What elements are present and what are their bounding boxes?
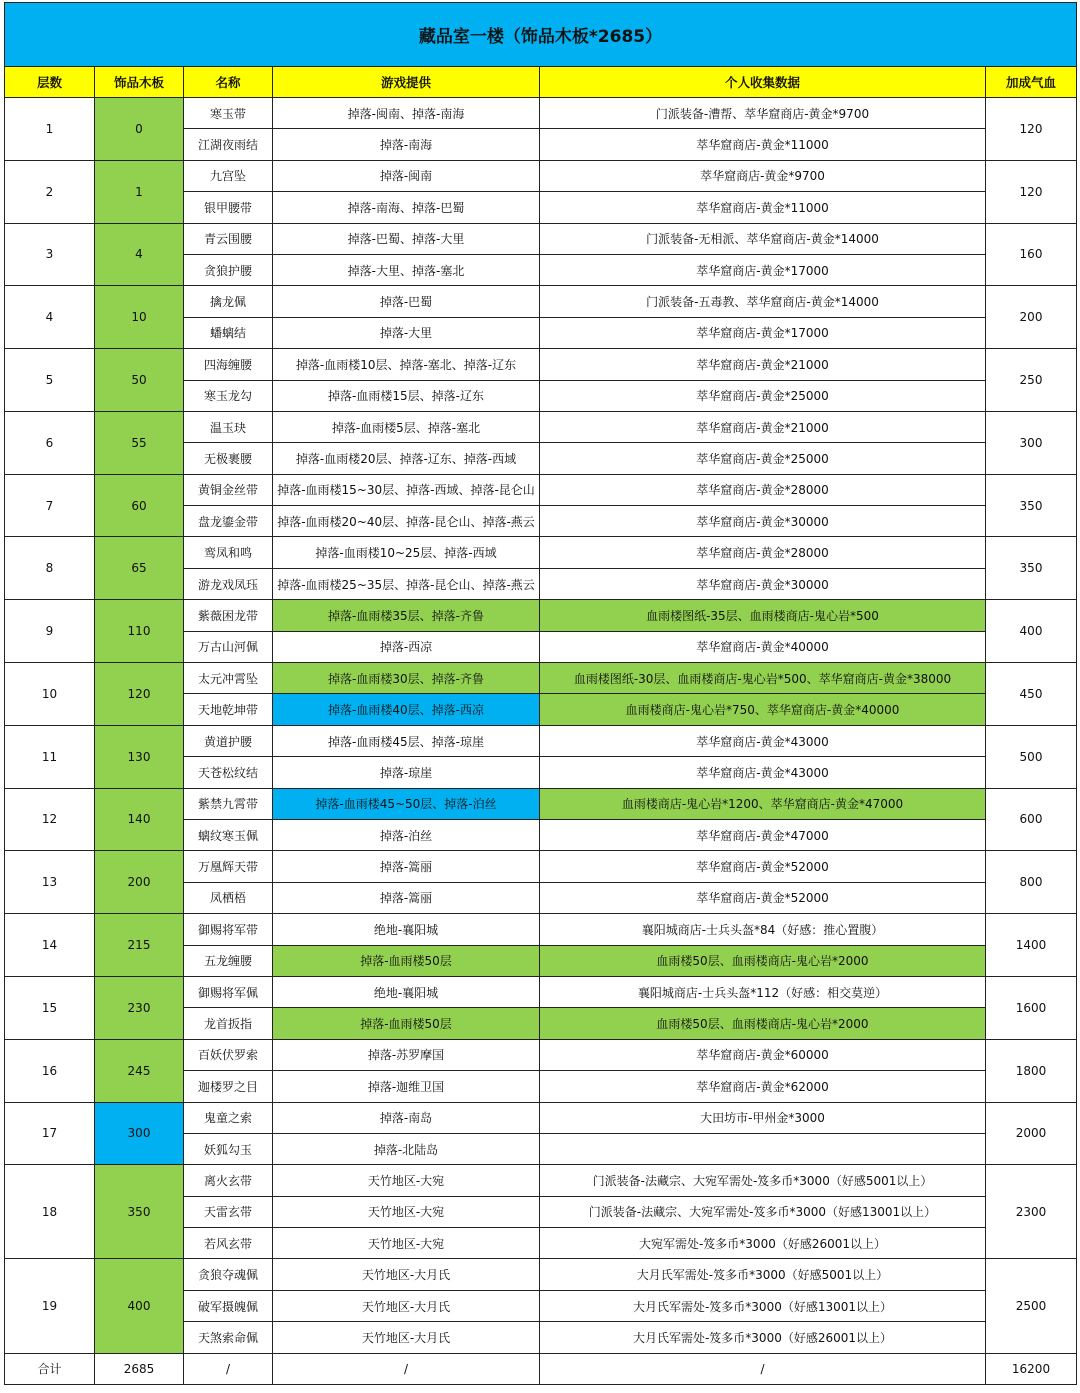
- hp-bonus: 2300: [986, 1165, 1077, 1259]
- item-collect: 大宛军需处-笈多币*3000（好感26001以上）: [540, 1228, 986, 1259]
- hp-bonus: 300: [986, 411, 1077, 474]
- item-name: 江湖夜雨结: [184, 129, 273, 160]
- total-collect: /: [540, 1353, 986, 1384]
- item-collect: 门派装备-法藏宗、大宛军需处-笈多币*3000（好感13001以上）: [540, 1196, 986, 1227]
- item-source: 掉落-闽南: [273, 160, 540, 191]
- floor-number: 4: [5, 286, 95, 349]
- collection-table: [4, 2, 1077, 1385]
- item-source: 掉落-血雨楼15~30层、掉落-西域、掉落-昆仑山: [273, 474, 540, 505]
- item-source: 天竹地区-大月氏: [273, 1322, 540, 1353]
- item-name: 御赐将军带: [184, 914, 273, 945]
- item-source: 掉落-闽南、掉落-南海: [273, 98, 540, 129]
- item-name: 万古山河佩: [184, 631, 273, 662]
- item-collect: 门派装备-漕帮、萃华窟商店-黄金*9700: [540, 98, 986, 129]
- hp-bonus: 250: [986, 349, 1077, 412]
- item-source: 天竹地区-大宛: [273, 1228, 540, 1259]
- item-source: 天竹地区-大月氏: [273, 1290, 540, 1321]
- item-collect: 大月氏军需处-笈多币*3000（好感26001以上）: [540, 1322, 986, 1353]
- table-row: [5, 349, 1077, 380]
- item-collect: 萃华窟商店-黄金*25000: [540, 443, 986, 474]
- table-row: [5, 600, 1077, 631]
- floor-number: 17: [5, 1102, 95, 1165]
- board-count: 60: [95, 474, 184, 537]
- header-row: [5, 67, 1077, 98]
- item-collect: 萃华窟商店-黄金*25000: [540, 380, 986, 411]
- floor-number: 3: [5, 223, 95, 286]
- item-source: 掉落-血雨楼50层: [273, 945, 540, 976]
- table-row: [5, 160, 1077, 191]
- hp-bonus: 1800: [986, 1039, 1077, 1102]
- header-boards: 饰品木板: [95, 67, 184, 98]
- item-name: 天地乾坤带: [184, 694, 273, 725]
- total-boards: 2685: [95, 1353, 184, 1384]
- item-source: 掉落-南海: [273, 129, 540, 160]
- board-count: 65: [95, 537, 184, 600]
- item-collect: 血雨楼商店-鬼心岩*750、萃华窟商店-黄金*40000: [540, 694, 986, 725]
- item-collect: 血雨楼图纸-30层、血雨楼商店-鬼心岩*500、萃华窟商店-黄金*38000: [540, 663, 986, 694]
- hp-bonus: 350: [986, 474, 1077, 537]
- item-collect: 血雨楼50层、血雨楼商店-鬼心岩*2000: [540, 945, 986, 976]
- item-name: 凤栖梧: [184, 882, 273, 913]
- item-source: 掉落-篙丽: [273, 882, 540, 913]
- item-collect: 萃华窟商店-黄金*28000: [540, 474, 986, 505]
- board-count: 215: [95, 914, 184, 977]
- item-source: 掉落-迦维卫国: [273, 1071, 540, 1102]
- floor-number: 13: [5, 851, 95, 914]
- item-collect: 萃华窟商店-黄金*43000: [540, 757, 986, 788]
- hp-bonus: 120: [986, 160, 1077, 223]
- item-name: 银甲腰带: [184, 192, 273, 223]
- table-row: [5, 976, 1077, 1007]
- item-name: 温玉玦: [184, 411, 273, 442]
- item-source: 掉落-血雨楼10层、掉落-塞北、掉落-辽东: [273, 349, 540, 380]
- table-row: [5, 725, 1077, 756]
- total-source: /: [273, 1353, 540, 1384]
- board-count: 200: [95, 851, 184, 914]
- item-source: 掉落-血雨楼40层、掉落-西凉: [273, 694, 540, 725]
- floor-number: 2: [5, 160, 95, 223]
- item-name: 蟠螭结: [184, 317, 273, 348]
- item-name: 青云围腰: [184, 223, 273, 254]
- item-collect: 萃华窟商店-黄金*21000: [540, 411, 986, 442]
- board-count: 300: [95, 1102, 184, 1165]
- item-collect: 萃华窟商店-黄金*11000: [540, 192, 986, 223]
- table-body: [5, 98, 1077, 1354]
- item-name: 天煞索命佩: [184, 1322, 273, 1353]
- item-name: 五龙缠腰: [184, 945, 273, 976]
- table-row: [5, 223, 1077, 254]
- hp-bonus: 2000: [986, 1102, 1077, 1165]
- floor-number: 8: [5, 537, 95, 600]
- floor-number: 5: [5, 349, 95, 412]
- item-name: 黄道护腰: [184, 725, 273, 756]
- item-name: 迦楼罗之目: [184, 1071, 273, 1102]
- item-name: 无极裹腰: [184, 443, 273, 474]
- item-source: 掉落-南岛: [273, 1102, 540, 1133]
- hp-bonus: 450: [986, 663, 1077, 726]
- item-name: 贪狼护腰: [184, 254, 273, 285]
- total-hp: 16200: [986, 1353, 1077, 1384]
- item-name: 寒玉龙勾: [184, 380, 273, 411]
- item-name: 紫薇困龙带: [184, 600, 273, 631]
- item-collect: 大田坊市-甲州金*3000: [540, 1102, 986, 1133]
- item-source: 掉落-琼崖: [273, 757, 540, 788]
- item-name: 紫禁九霄带: [184, 788, 273, 819]
- item-source: 掉落-血雨楼45层、掉落-琼崖: [273, 725, 540, 756]
- board-count: 110: [95, 600, 184, 663]
- item-name: 螭纹寒玉佩: [184, 819, 273, 850]
- item-collect: 萃华窟商店-黄金*43000: [540, 725, 986, 756]
- table-row: [5, 411, 1077, 442]
- board-count: 230: [95, 976, 184, 1039]
- item-source: 掉落-大里: [273, 317, 540, 348]
- item-collect: 萃华窟商店-黄金*9700: [540, 160, 986, 191]
- item-source: 掉落-篙丽: [273, 851, 540, 882]
- item-collect: 大月氏军需处-笈多币*3000（好感5001以上）: [540, 1259, 986, 1290]
- table-row: [5, 788, 1077, 819]
- item-collect: 血雨楼50层、血雨楼商店-鬼心岩*2000: [540, 1008, 986, 1039]
- item-name: 龙首扳指: [184, 1008, 273, 1039]
- item-name: 九宫坠: [184, 160, 273, 191]
- board-count: 245: [95, 1039, 184, 1102]
- table-row: [5, 474, 1077, 505]
- table-row: [5, 537, 1077, 568]
- item-source: 天竹地区-大宛: [273, 1196, 540, 1227]
- item-collect: 萃华窟商店-黄金*47000: [540, 819, 986, 850]
- item-source: 掉落-泊丝: [273, 819, 540, 850]
- item-collect: 门派装备-五毒教、萃华窟商店-黄金*14000: [540, 286, 986, 317]
- item-name: 贪狼夺魂佩: [184, 1259, 273, 1290]
- item-source: 掉落-西凉: [273, 631, 540, 662]
- floor-number: 7: [5, 474, 95, 537]
- item-source: 掉落-血雨楼25~35层、掉落-昆仑山、掉落-燕云: [273, 568, 540, 599]
- hp-bonus: 400: [986, 600, 1077, 663]
- table-row: [5, 1165, 1077, 1196]
- board-count: 50: [95, 349, 184, 412]
- board-count: 120: [95, 663, 184, 726]
- floor-number: 11: [5, 725, 95, 788]
- table-row: [5, 1102, 1077, 1133]
- item-name: 擒龙佩: [184, 286, 273, 317]
- item-name: 游龙戏凤珏: [184, 568, 273, 599]
- board-count: 350: [95, 1165, 184, 1259]
- item-source: 掉落-血雨楼5层、掉落-塞北: [273, 411, 540, 442]
- item-collect: 萃华窟商店-黄金*30000: [540, 568, 986, 599]
- item-collect: 萃华窟商店-黄金*21000: [540, 349, 986, 380]
- item-source: 掉落-苏罗摩国: [273, 1039, 540, 1070]
- item-name: 鸾凤和鸣: [184, 537, 273, 568]
- hp-bonus: 2500: [986, 1259, 1077, 1353]
- item-name: 万凰辉天带: [184, 851, 273, 882]
- item-source: 掉落-南海、掉落-巴蜀: [273, 192, 540, 223]
- item-source: 掉落-血雨楼30层、掉落-齐鲁: [273, 663, 540, 694]
- hp-bonus: 1400: [986, 914, 1077, 977]
- table-row: [5, 1259, 1077, 1290]
- item-name: 百妖伏罗索: [184, 1039, 273, 1070]
- board-count: 4: [95, 223, 184, 286]
- hp-bonus: 160: [986, 223, 1077, 286]
- board-count: 130: [95, 725, 184, 788]
- collection-sheet: [4, 2, 1076, 1385]
- hp-bonus: 800: [986, 851, 1077, 914]
- item-collect: 襄阳城商店-士兵头盔*112（好感：相交莫逆）: [540, 976, 986, 1007]
- item-collect: 襄阳城商店-士兵头盔*84（好感：推心置腹）: [540, 914, 986, 945]
- total-row: [5, 1353, 1077, 1384]
- sheet-title: 藏品室一楼（饰品木板*2685）: [5, 3, 1077, 67]
- item-source: 掉落-血雨楼20层、掉落-辽东、掉落-西域: [273, 443, 540, 474]
- hp-bonus: 120: [986, 98, 1077, 161]
- item-name: 天雷玄带: [184, 1196, 273, 1227]
- item-name: 妖狐勾玉: [184, 1133, 273, 1164]
- header-floor: 层数: [5, 67, 95, 98]
- item-source: 天竹地区-大宛: [273, 1165, 540, 1196]
- table-row: [5, 1039, 1077, 1070]
- hp-bonus: 200: [986, 286, 1077, 349]
- item-name: 太元冲霄坠: [184, 663, 273, 694]
- item-collect: [540, 1133, 986, 1164]
- item-name: 盘龙鎏金带: [184, 506, 273, 537]
- board-count: 1: [95, 160, 184, 223]
- item-name: 御赐将军佩: [184, 976, 273, 1007]
- table-row: [5, 914, 1077, 945]
- item-collect: 大月氏军需处-笈多币*3000（好感13001以上）: [540, 1290, 986, 1321]
- item-source: 绝地-襄阳城: [273, 914, 540, 945]
- hp-bonus: 350: [986, 537, 1077, 600]
- item-source: 掉落-大里、掉落-塞北: [273, 254, 540, 285]
- item-source: 天竹地区-大月氏: [273, 1259, 540, 1290]
- item-name: 离火玄带: [184, 1165, 273, 1196]
- item-name: 天苍松纹结: [184, 757, 273, 788]
- item-source: 掉落-血雨楼20~40层、掉落-昆仑山、掉落-燕云: [273, 506, 540, 537]
- item-source: 掉落-血雨楼45~50层、掉落-泊丝: [273, 788, 540, 819]
- board-count: 140: [95, 788, 184, 851]
- item-collect: 萃华窟商店-黄金*52000: [540, 882, 986, 913]
- total-label: 合计: [5, 1353, 95, 1384]
- item-name: 寒玉带: [184, 98, 273, 129]
- total-name: /: [184, 1353, 273, 1384]
- hp-bonus: 600: [986, 788, 1077, 851]
- board-count: 400: [95, 1259, 184, 1353]
- floor-number: 12: [5, 788, 95, 851]
- table-row: [5, 98, 1077, 129]
- item-collect: 萃华窟商店-黄金*60000: [540, 1039, 986, 1070]
- item-collect: 门派装备-无相派、萃华窟商店-黄金*14000: [540, 223, 986, 254]
- item-source: 掉落-血雨楼35层、掉落-齐鲁: [273, 600, 540, 631]
- floor-number: 1: [5, 98, 95, 161]
- board-count: 0: [95, 98, 184, 161]
- item-collect: 门派装备-法藏宗、大宛军需处-笈多币*3000（好感5001以上）: [540, 1165, 986, 1196]
- item-source: 掉落-血雨楼50层: [273, 1008, 540, 1039]
- item-source: 掉落-血雨楼10~25层、掉落-西域: [273, 537, 540, 568]
- hp-bonus: 500: [986, 725, 1077, 788]
- table-row: [5, 663, 1077, 694]
- item-source: 掉落-北陆岛: [273, 1133, 540, 1164]
- item-name: 鬼童之索: [184, 1102, 273, 1133]
- board-count: 55: [95, 411, 184, 474]
- item-source: 掉落-巴蜀、掉落-大里: [273, 223, 540, 254]
- header-name: 名称: [184, 67, 273, 98]
- item-collect: 萃华窟商店-黄金*62000: [540, 1071, 986, 1102]
- table-row: [5, 286, 1077, 317]
- floor-number: 14: [5, 914, 95, 977]
- item-collect: 萃华窟商店-黄金*28000: [540, 537, 986, 568]
- item-name: 黄铜金丝带: [184, 474, 273, 505]
- item-source: 掉落-血雨楼15层、掉落-辽东: [273, 380, 540, 411]
- board-count: 10: [95, 286, 184, 349]
- table-row: [5, 851, 1077, 882]
- item-name: 四海缠腰: [184, 349, 273, 380]
- floor-number: 10: [5, 663, 95, 726]
- item-collect: 萃华窟商店-黄金*17000: [540, 254, 986, 285]
- item-collect: 血雨楼商店-鬼心岩*1200、萃华窟商店-黄金*47000: [540, 788, 986, 819]
- floor-number: 19: [5, 1259, 95, 1353]
- hp-bonus: 1600: [986, 976, 1077, 1039]
- header-collect: 个人收集数据: [540, 67, 986, 98]
- item-collect: 萃华窟商店-黄金*40000: [540, 631, 986, 662]
- item-collect: 萃华窟商店-黄金*17000: [540, 317, 986, 348]
- item-collect: 血雨楼图纸-35层、血雨楼商店-鬼心岩*500: [540, 600, 986, 631]
- item-name: 破军摄魄佩: [184, 1290, 273, 1321]
- item-source: 绝地-襄阳城: [273, 976, 540, 1007]
- item-source: 掉落-巴蜀: [273, 286, 540, 317]
- header-hp: 加成气血: [986, 67, 1077, 98]
- header-source: 游戏提供: [273, 67, 540, 98]
- item-name: 若风玄带: [184, 1228, 273, 1259]
- floor-number: 15: [5, 976, 95, 1039]
- item-collect: 萃华窟商店-黄金*11000: [540, 129, 986, 160]
- floor-number: 6: [5, 411, 95, 474]
- item-collect: 萃华窟商店-黄金*30000: [540, 506, 986, 537]
- floor-number: 16: [5, 1039, 95, 1102]
- floor-number: 18: [5, 1165, 95, 1259]
- floor-number: 9: [5, 600, 95, 663]
- item-collect: 萃华窟商店-黄金*52000: [540, 851, 986, 882]
